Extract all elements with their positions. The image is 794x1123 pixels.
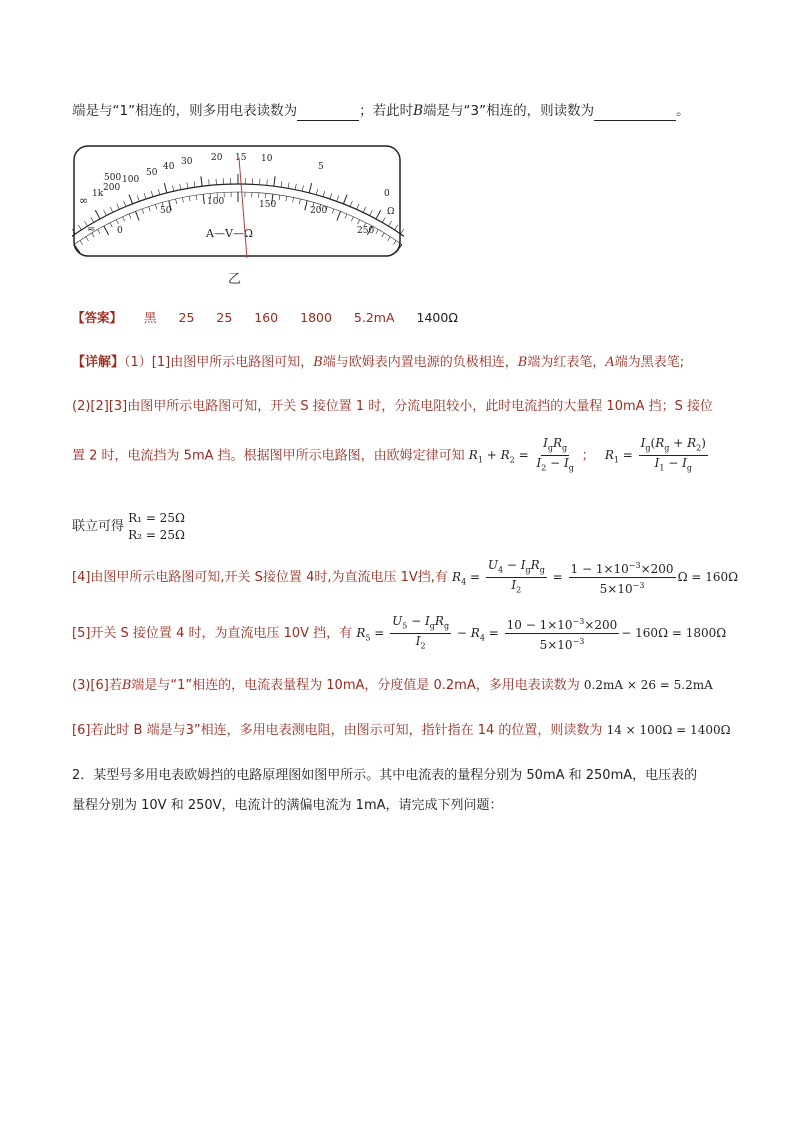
ohm-tick: [172, 185, 173, 191]
formula-r5: $R_5$ = $\frac{U_5 - I_gR_g}{I_2}$ − $R_4$ = $\frac{10 - 1\times 10^{-3}\times 200}{5\times 10^{-3}}$ − 160Ω = 1800Ω: [356, 613, 727, 652]
result-r1: R₁ = 25Ω: [128, 511, 185, 525]
dc-tick: [279, 195, 280, 200]
ohm-tick: [110, 207, 113, 212]
ohm-tick: [137, 196, 139, 202]
ohm-tick: [144, 193, 146, 199]
ohm-label-40: 40: [163, 162, 175, 172]
multimeter-dial: [72, 144, 404, 260]
ohm-tick: [357, 204, 359, 209]
ohm-label-1k: 1k: [92, 189, 104, 199]
dc-tick: [182, 198, 183, 203]
answer-blank-1: [297, 120, 359, 121]
dc-tick: [135, 211, 139, 220]
dc-label-200: 200: [310, 206, 328, 216]
detail-line-2: (2)[2][3]由图甲所示电路图可知，开关 S 接位置 1 时，分流电阻较小，此时电流挡的大量程 10mA 挡；S 接位: [72, 399, 714, 414]
answer-value: 5.2mA: [353, 310, 395, 325]
ohm-label-200: 200: [103, 183, 121, 193]
ohm-tick: [117, 204, 119, 209]
detail-line-5: [4]由图甲所示电路图可知,开关 S接位置 4时,为直流电压 1V挡,有 $R_4$ = $\frac{U_4 - I_gR_g}{I_2}$ = $\frac{1 - 1\times 10^{-3}\times 200}{5\times 10^{-3}}$ Ω = 160Ω: [72, 557, 739, 596]
dc-tick: [176, 199, 177, 204]
dc-tick: [196, 195, 197, 200]
ohm-label-100: 100: [122, 175, 140, 185]
ohm-tick: [295, 184, 296, 190]
ac-dc-symbol: ≂: [87, 224, 96, 235]
dc-tick: [80, 240, 83, 244]
dc-tick: [149, 207, 151, 212]
ohm-label-0: 0: [384, 189, 390, 199]
answer-value: 1400Ω: [416, 310, 458, 325]
ohm-tick: [274, 176, 275, 186]
detail-line-3: 置 2 时，电流挡为 5mA 挡。根据图甲所示电路图，由欧姆定律可知 $R_1 + R_2$ = $\frac{I_gR_g}{I_2 - I_g}$ ； $R_1$ = $\frac{I_g(R_g + R_2)}{I_1 - I_g}$: [72, 436, 710, 478]
ohm-tick: [104, 210, 107, 215]
ohm-tick: [343, 195, 347, 204]
dc-tick: [337, 211, 341, 220]
ohm-tick: [323, 191, 325, 197]
ohm-tick: [95, 210, 100, 219]
dc-tick: [129, 214, 131, 219]
ohm-tick: [401, 229, 404, 234]
dc-tick: [351, 217, 353, 222]
ohm-tick: [164, 183, 166, 193]
detail-line-4: 联立可得 R₁ = 25Ω R₂ = 25Ω: [72, 511, 185, 542]
ohm-tick: [124, 201, 126, 207]
dc-tick: [104, 226, 109, 235]
question-2-line-2: 量程分别为 10V 和 250V，电流计的满偏电流为 1mA，请完成下列问题：: [72, 798, 503, 813]
ohm-tick: [288, 182, 289, 188]
dc-tick: [376, 229, 378, 233]
formula-r4: $R_4$ = $\frac{U_4 - I_gR_g}{I_2}$ = $\frac{1 - 1\times 10^{-3}\times 200}{5\times 10^{-3}}$ Ω = 160Ω: [452, 557, 739, 596]
question-2-line-1: 2．某型号多用电表欧姆挡的电路原理图如图甲所示。其中电流表的量程分别为 50mA 和 250mA，电压表的: [72, 768, 698, 783]
detail-line-1: 【详解】（1）[1]由图甲所示电路图可知，B端与欧姆表内置电源的负极相连，B端为红表笔，A端为黑表笔;: [72, 355, 685, 370]
ohm-label-30: 30: [181, 157, 193, 167]
ohm-tick: [330, 193, 332, 199]
dc-tick: [116, 220, 118, 225]
ohm-label-15: 15: [235, 153, 247, 163]
dc-tick: [286, 196, 287, 201]
dc-label-50: 50: [160, 206, 172, 216]
dc-tick: [293, 198, 294, 203]
answer-line: [72, 308, 476, 328]
dc-tick: [123, 217, 125, 222]
ohm-label-5: 5: [318, 162, 324, 172]
ohm-tick: [78, 225, 81, 230]
ohm-tick: [194, 181, 195, 187]
ohm-tick: [129, 195, 133, 204]
answer-label: 【答案】: [72, 310, 123, 325]
ohm-tick: [337, 196, 339, 202]
dc-tick: [358, 220, 360, 225]
dc-tick: [86, 237, 89, 241]
dc-tick: [110, 223, 112, 227]
figure-caption: 乙: [228, 272, 242, 287]
ohm-tick: [363, 207, 366, 212]
ohm-tick: [281, 181, 282, 187]
dc-tick: [142, 209, 144, 214]
detail-line-7: (3)[6]若B端是与“1”相连的，电流表量程为 10mA，分度值是 0.2mA，多用电表读数为 0.2mA × 26 = 5.2mA: [72, 678, 713, 693]
ohm-tick: [350, 201, 352, 207]
dc-tick: [98, 229, 100, 233]
ohm-tick: [267, 179, 268, 185]
dc-tick: [203, 194, 204, 204]
formula-r1: $R_1$ = $\frac{I_g(R_g + R_2)}{I_1 - I_g}$: [604, 436, 706, 473]
ohm-tick: [382, 217, 385, 222]
detail-line-8: [6]若此时 B 端是与3”相连，多用电表测电阻，由图示可知，指针指在 14 的位置，则读数为 14 × 100Ω = 1400Ω: [72, 723, 731, 738]
dc-tick: [189, 196, 190, 201]
ohm-tick: [209, 179, 210, 185]
ohm-tick: [302, 185, 303, 191]
dc-tick: [388, 237, 391, 241]
question-line: 端是与“1”相连的，则多用电表读数为 ；若此时B端是与“3”相连的，则读数为 。: [72, 103, 690, 119]
ohm-tick: [151, 191, 153, 197]
ohm-tick: [316, 189, 318, 195]
answer-value: 25: [216, 310, 233, 325]
ohm-label-50: 50: [146, 168, 158, 178]
ohm-tick: [376, 210, 381, 219]
dc-tick: [305, 201, 307, 211]
dc-tick: [382, 233, 385, 237]
ohm-label-inf: ∞: [79, 194, 89, 207]
answer-value: 黑: [144, 310, 157, 325]
center-label: A—V—Ω: [206, 227, 254, 240]
pointer-needle: [239, 158, 247, 258]
dc-tick: [332, 209, 334, 214]
dc-tick: [155, 204, 156, 209]
dc-tick: [345, 214, 347, 219]
formula-current-reading: 0.2mA × 26 = 5.2mA: [583, 678, 713, 692]
answer-value: 1800: [300, 310, 332, 325]
ohm-tick: [370, 210, 373, 215]
ohm-tick: [187, 182, 188, 188]
ohm-symbol: Ω: [387, 207, 395, 217]
dc-label-100: 100: [207, 197, 225, 207]
ohm-tick: [201, 176, 202, 186]
dc-tick: [299, 199, 300, 204]
result-r2: R₂ = 25Ω: [128, 528, 185, 542]
ohm-tick: [395, 225, 398, 230]
detail-line-6: [5]开关 S 接位置 4 时，为直流电压 10V 挡，有 $R_5$ = $\frac{U_5 - I_gR_g}{I_2}$ − $R_4$ = $\frac{10 - 1\times 10^{-3}\times 200}{5\times 10^{-3}}$ − 160Ω = 1800Ω: [72, 613, 727, 652]
ohm-tick: [91, 217, 94, 222]
formula-r1-plus-r2: $R_1 + R_2$ = $\frac{I_gR_g}{I_2 - I_g}$: [468, 436, 574, 473]
answer-blank-2: [594, 120, 676, 121]
dc-label-250: 250: [357, 226, 375, 236]
dc-tick: [393, 240, 396, 244]
answer-value: 160: [254, 310, 279, 325]
ohm-tick: [180, 184, 181, 190]
ohm-tick: [388, 221, 391, 226]
dc-label-0: 0: [117, 226, 123, 236]
ohm-tick: [309, 183, 311, 193]
ohm-label-10: 10: [261, 154, 273, 164]
answer-value: 25: [178, 310, 195, 325]
ohm-label-500: 500: [104, 173, 122, 183]
dc-label-150: 150: [259, 200, 277, 210]
ohm-tick: [158, 189, 160, 195]
formula-ohm-reading: 14 × 100Ω = 1400Ω: [606, 723, 731, 737]
ohm-label-20: 20: [211, 153, 223, 163]
